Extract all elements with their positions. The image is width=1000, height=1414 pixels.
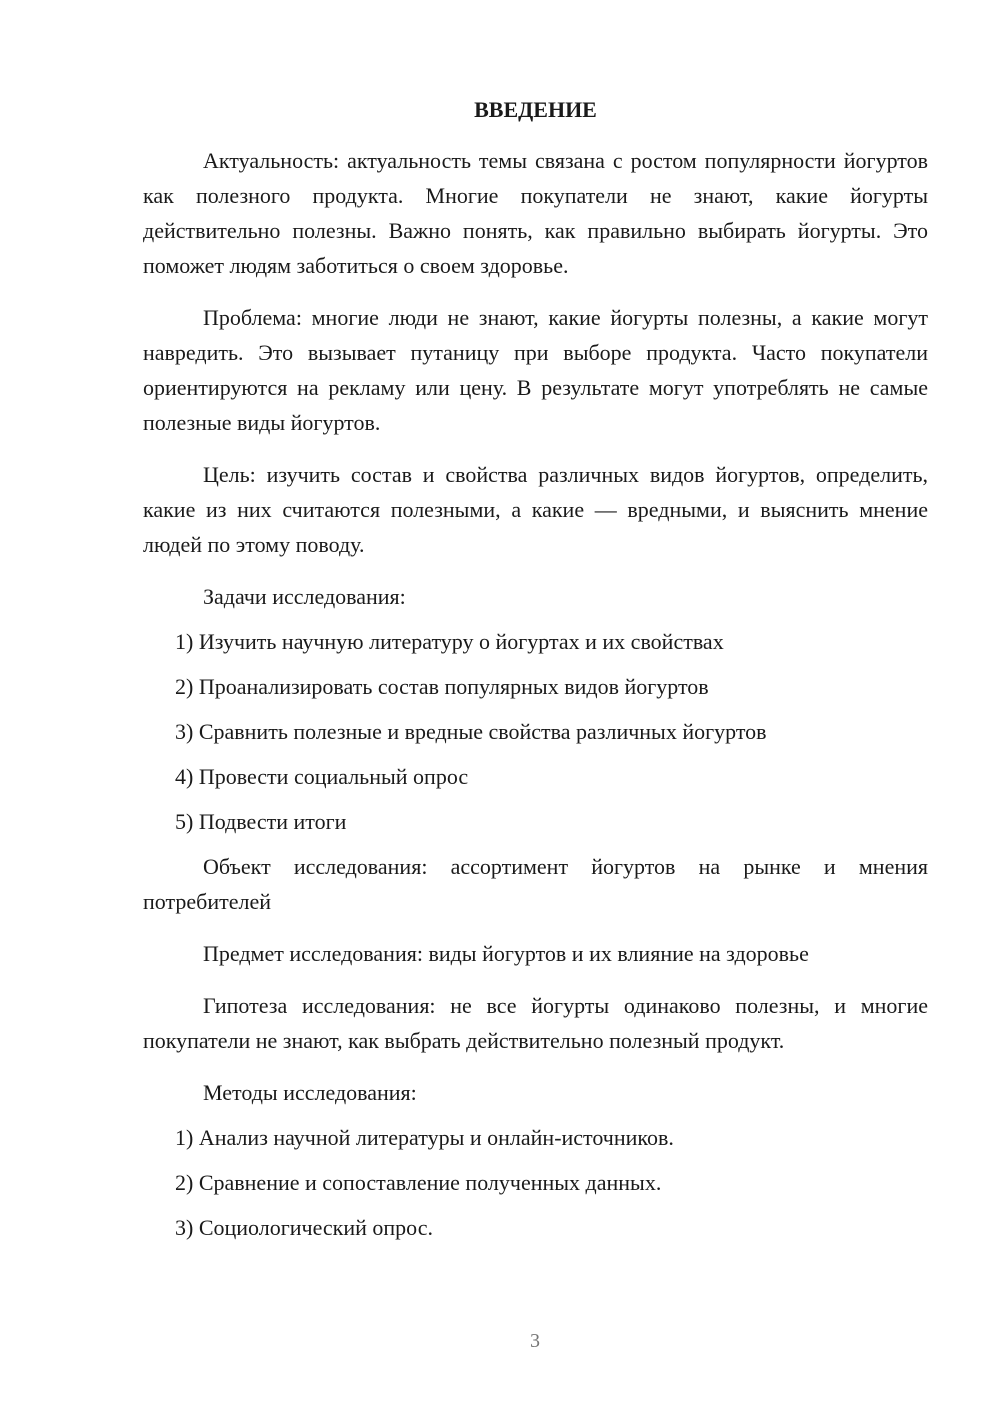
page-title: ВВЕДЕНИЕ <box>474 97 597 122</box>
list-item: 1) Анализ научной литературы и онлайн-источников. <box>175 1125 674 1150</box>
list-item: 1) Изучить научную литературу о йогуртах и их свойствах <box>175 629 724 654</box>
list-item: 2) Проанализировать состав популярных видов йогуртов <box>175 674 709 699</box>
methods-list <box>143 1120 928 1245</box>
paragraph-relevance: Актуальность: актуальность темы связана с ростом популярности йогуртов как полезного продукта. Многие покупатели не знают, какие йогурты действительно полезны. Важно понять, как правильно выбирать йогурты. Это поможет людям заботиться о своем здоровье. <box>143 148 928 278</box>
paragraph-goal: Цель: изучить состав и свойства различных видов йогуртов, определить, какие из них считаются полезными, а какие — вредными, и выяснить мнение людей по этому поводу. <box>143 462 928 557</box>
paragraph-object: Объект исследования: ассортимент йогуртов на рынке и мнения потребителей <box>143 854 928 914</box>
page-number: 3 <box>530 1330 540 1352</box>
list-item: 4) Провести социальный опрос <box>175 764 469 789</box>
list-item: 3) Сравнить полезные и вредные свойства различных йогуртов <box>175 719 767 744</box>
paragraph-hypothesis: Гипотеза исследования: не все йогурты одинаково полезны, и многие покупатели не знают, как выбрать действительно полезный продукт. <box>143 993 928 1053</box>
list-item: 5) Подвести итоги <box>175 809 347 834</box>
methods-heading: Методы исследования: <box>203 1080 417 1105</box>
list-item: 2) Сравнение и сопоставление полученных данных. <box>175 1170 662 1195</box>
page-content <box>143 92 928 1255</box>
list-item: 3) Социологический опрос. <box>175 1215 433 1240</box>
paragraph-subject: Предмет исследования: виды йогуртов и их влияние на здоровье <box>203 941 809 966</box>
tasks-heading: Задачи исследования: <box>203 584 406 609</box>
tasks-list <box>143 624 928 839</box>
paragraph-problem: Проблема: многие люди не знают, какие йогурты полезны, а какие могут навредить. Это вызывает путаницу при выборе продукта. Часто покупатели ориентируются на рекламу или цену. В результате могут употреблять не самые полезные виды йогуртов. <box>143 305 928 435</box>
